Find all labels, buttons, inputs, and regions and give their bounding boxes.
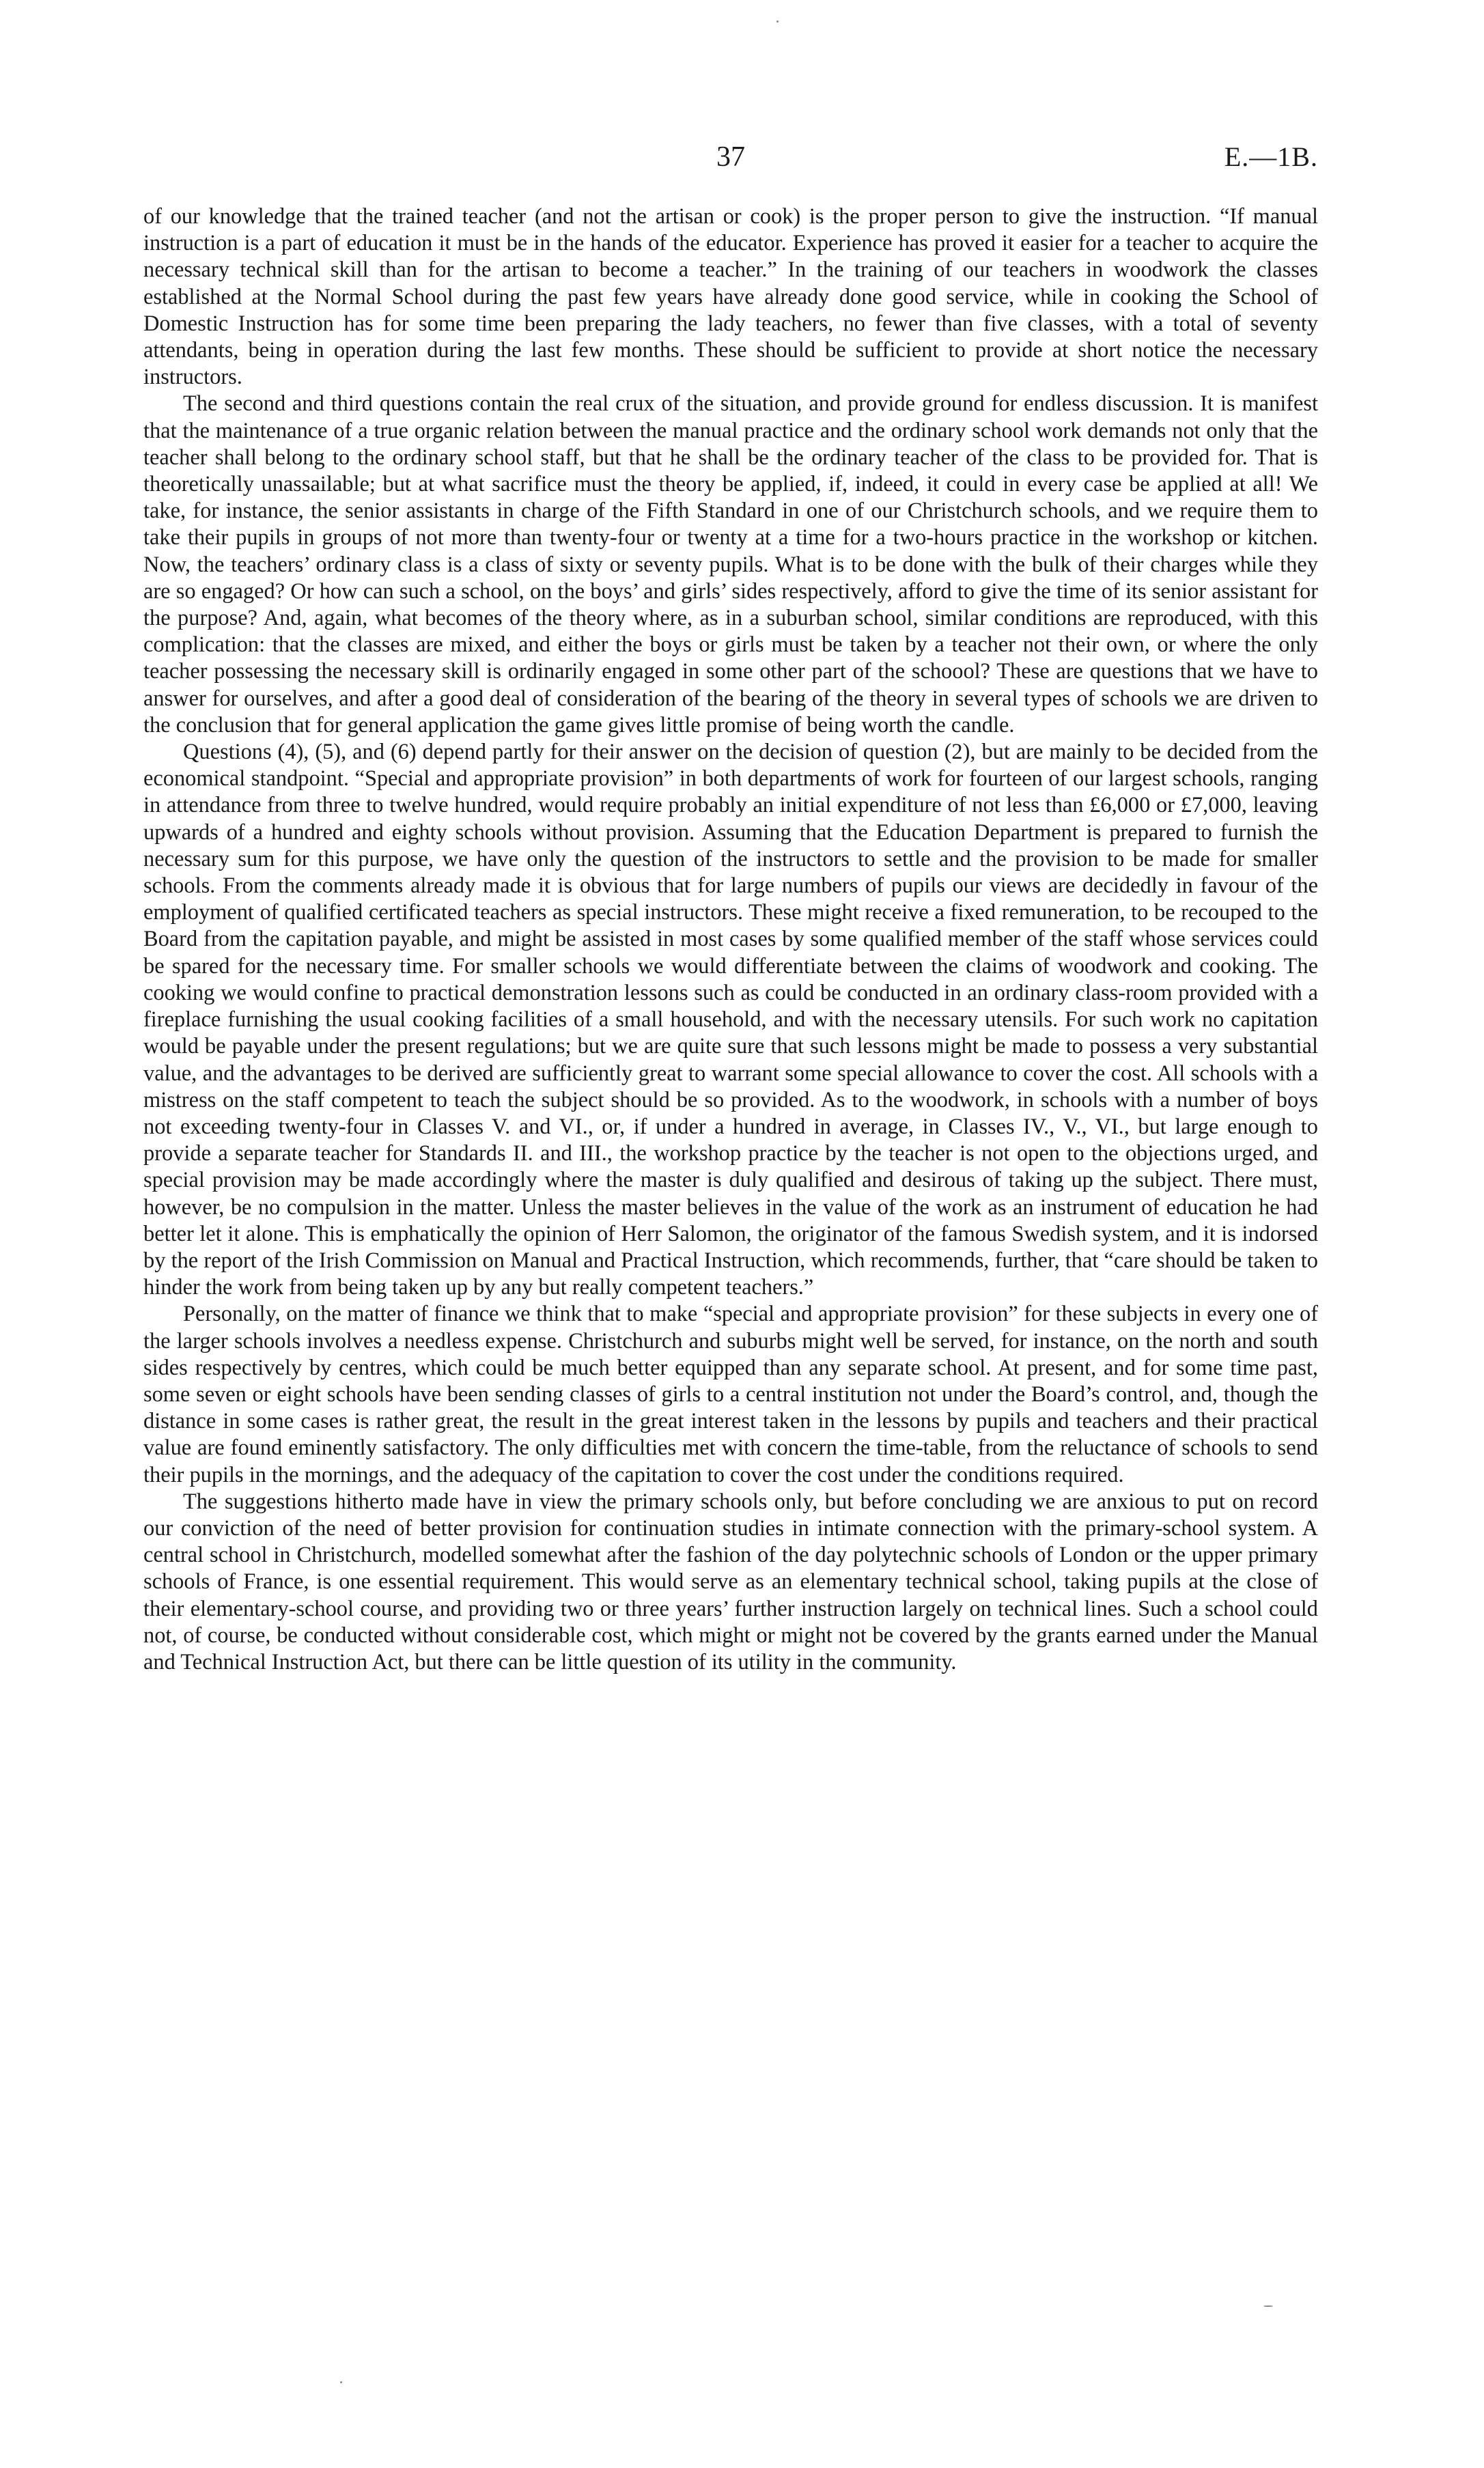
document-reference: E.—1B. <box>1224 141 1318 172</box>
paragraph-second-third-questions: The second and third questions contain the real crux of the situation, and provide ground for endless discussion. It is manifest that the maintenance of a true organic relation between the manual practice and the ordinary school work demands not only that the teacher shall belong to the ordinary school staff, but that he shall be the ordinary teacher of the class to be provided for. That is theoretically unassailable; but at what sacrifice must the theory be applied, if, indeed, it could in every case be applied at all! We take, for instance, the senior assistants in charge of the Fifth Standard in one of our Christchurch schools, and we require them to take their pupils in groups of not more than twenty-four or twenty at a time for a two-hours practice in the workshop or kitchen. Now, the teachers’ ordinary class is a class of sixty or seventy pupils. What is to be done with the bulk of their charges while they are so engaged? Or how can such a school, on the boys’ and girls’ sides respectively, afford to give the time of its senior assistant for the purpose? And, again, what becomes of the theory where, as in a suburban school, similar conditions are reproduced, with this complication: that the classes are mixed, and either the boys or girls must be taken by a teacher not their own, or where the only teacher possessing the necessary skill is ordinarily engaged in some other part of the schoool? These are questions that we have to answer for ourselves, and after a good deal of consideration of the bearing of the theory in several types of schools we are driven to the conclusion that for general application the game gives little promise of being worth the candle. <box>143 391 1318 738</box>
scan-speck <box>776 20 779 23</box>
paragraph-questions-4-5-6: Questions (4), (5), and (6) depend partly for their answer on the decision of question (2), but are mainly to be decided from the economical standpoint. “Special and appropriate provision” in both departments of work for fourteen of our largest schools, ranging in attendance from three to twelve hundred, would require probably an initial expenditure of not less than £6,000 or £7,000, leaving upwards of a hundred and eighty schools without provision. Assuming that the Education Department is prepared to furnish the necessary sum for this purpose, we have only the question of the instructors to settle and the provision to be made for smaller schools. From the comments already made it is obvious that for large numbers of pupils our views are decidedly in favour of the employment of qualified certificated teachers as special instructors. These might receive a fixed remuneration, to be recouped to the Board from the capitation payable, and might be assisted in most cases by some qualified member of the staff whose services could be spared for the necessary time. For smaller schools we would differentiate between the claims of woodwork and cooking. The cooking we would confine to practical demonstration lessons such as could be conducted in an ordinary class-room provided with a fireplace furnishing the usual cooking facilities of a small household, and with the necessary utensils. For such work no capitation would be payable under the present regulations; but we are quite sure that such lessons might be made to possess a very substantial value, and the advantages to be derived are sufficiently great to warrant some special allowance to cover the cost. All schools with a mistress on the staff competent to teach the subject should be so provided. As to the woodwork, in schools with a number of boys not exceeding twenty-four in Classes V. and VI., or, if under a hundred in average, in Classes IV., V., VI., but large enough to provide a separate teacher for Standards II. and III., the workshop practice by the teacher is not open to the objections urged, and special provision may be made accordingly where the master is duly qualified and desirous of taking up the subject. There must, however, be no compulsion in the matter. Unless the master believes in the value of the work as an instrument of education he had better let it alone. This is emphatically the opinion of Herr Salomon, the originator of the famous Swedish system, and it is indorsed by the report of the Irish Commission on Manual and Practical Instruction, which recommends, further, that “care should be taken to hinder the work from being taken up by any but really competent teachers.” <box>143 740 1318 1300</box>
page-number: 37 <box>716 141 745 173</box>
body-text <box>143 204 1318 1676</box>
scan-speck <box>1263 2305 1273 2307</box>
page-header <box>143 137 1318 178</box>
scan-speck <box>340 2381 342 2383</box>
paragraph-continuation: of our knowledge that the trained teacher (and not the artisan or cook) is the proper person to give the instruction. “If manual instruction is a part of education it must be in the hands of the educator. Experience has proved it easier for a teacher to acquire the necessary technical skill than for the artisan to become a teacher.” In the training of our teachers in woodwork the classes established at the Normal School during the past few years have already done good service, while in cooking the School of Domestic Instruction has for some time been preparing the lady teachers, no fewer than five classes, with a total of seventy attendants, being in operation during the last few months. These should be sufficient to provide at short notice the necessary instructors. <box>143 204 1318 390</box>
paragraph-continuation-studies: The suggestions hitherto made have in view the primary schools only, but before concluding we are anxious to put on record our conviction of the need of better provision for continuation studies in intimate connection with the primary-school system. A central school in Christchurch, modelled somewhat after the fashion of the day polytechnic schools of London or the upper primary schools of France, is one essential requirement. This would serve as an elementary technical school, taking pupils at the close of their elementary-school course, and providing two or three years’ further instruction largely on technical lines. Such a school could not, of course, be conducted without considerable cost, which might or might not be covered by the grants earned under the Manual and Technical Instruction Act, but there can be little question of its utility in the community. <box>143 1489 1318 1674</box>
paragraph-finance: Personally, on the matter of finance we think that to make “special and appropriate provision” for these subjects in every one of the larger schools involves a needless expense. Christchurch and suburbs might well be served, for instance, on the north and south sides respectively by centres, which could be much better equipped than any separate school. At present, and for some time past, some seven or eight schools have been sending classes of girls to a central institution not under the Board’s control, and, though the distance in some cases is rather great, the result in the great interest taken in the lessons by pupils and teachers and their practical value are found eminently satisfactory. The only difficulties met with concern the time-table, from the reluctance of schools to send their pupils in the mornings, and the adequacy of the capitation to cover the cost under the conditions required. <box>143 1302 1318 1487</box>
